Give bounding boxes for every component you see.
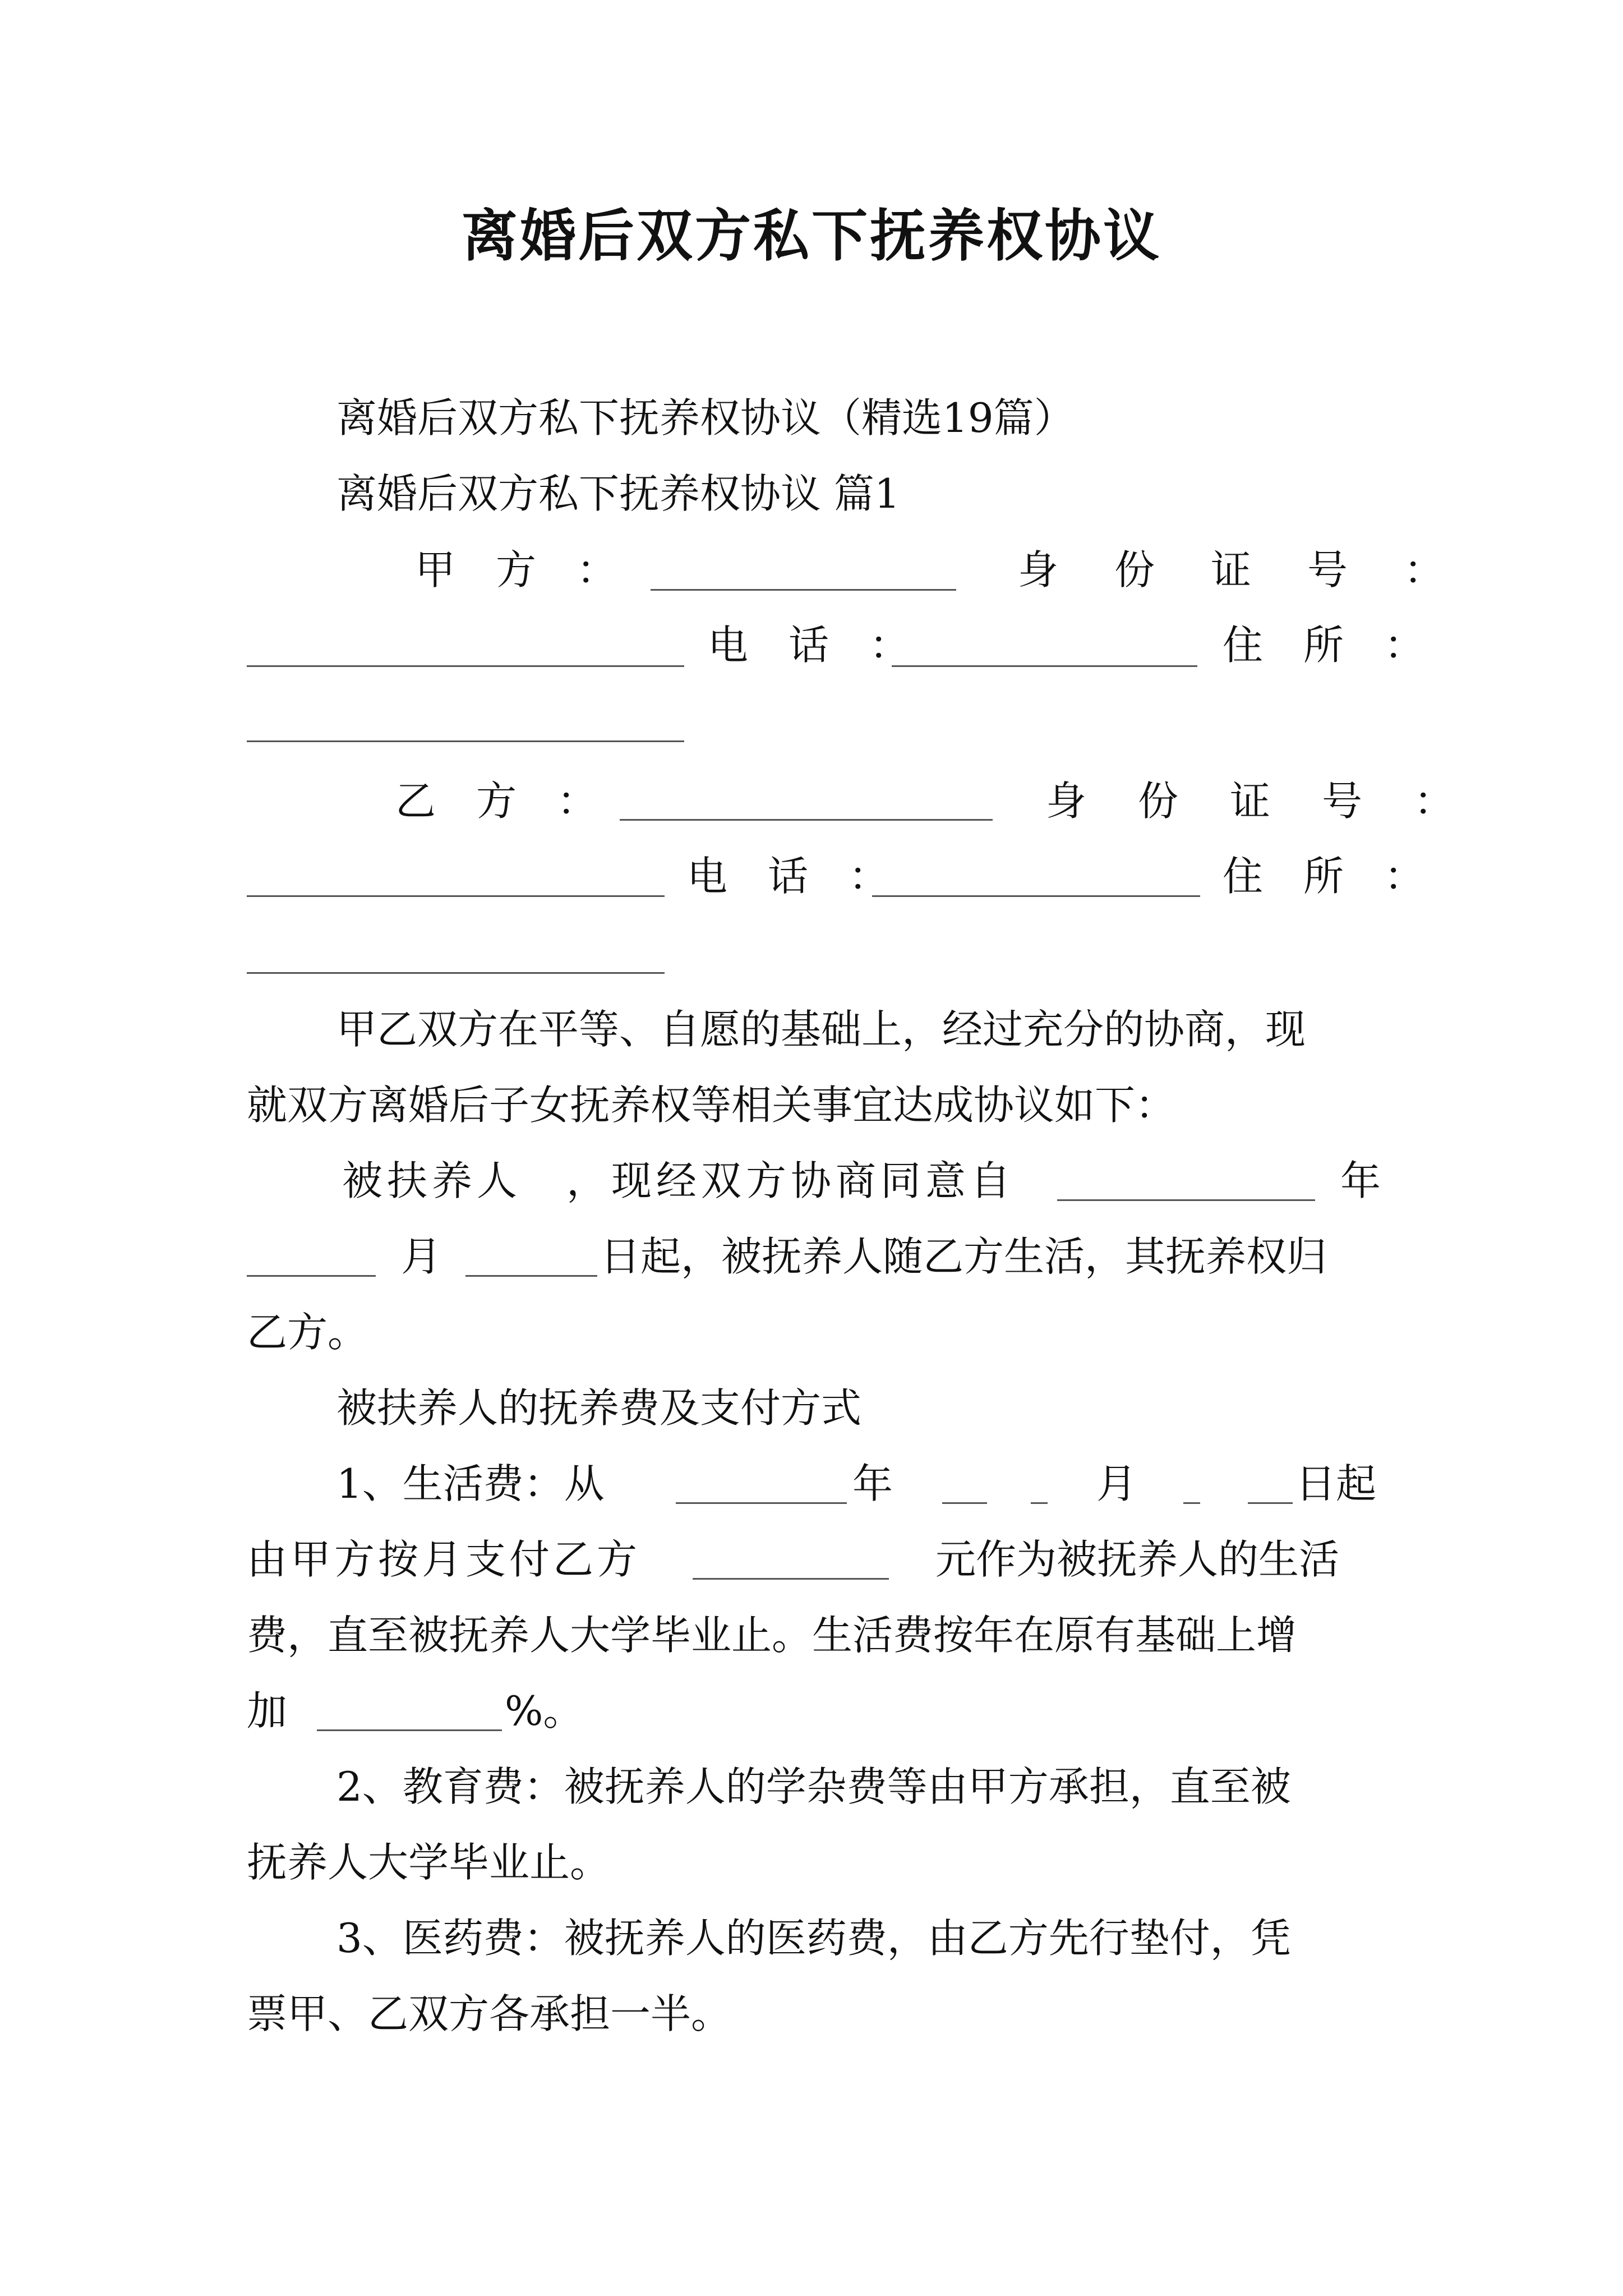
intro-line-2: 就双方离婚后子女抚养权等相关事宜达成协议如下： bbox=[247, 1082, 1176, 1129]
education-line-1: 2、教育费：被抚养人的学杂费等由甲方承担，直至被 bbox=[336, 1763, 1291, 1810]
party-b-label: 乙 方 ： bbox=[395, 777, 598, 825]
living-month-label: 月 bbox=[1096, 1460, 1137, 1507]
document-subtitle: 离婚后双方私下抚养权协议（精选19篇） bbox=[336, 394, 1075, 441]
custody-text-3: 乙方。 bbox=[247, 1309, 368, 1356]
party-b-name-blank bbox=[620, 819, 993, 821]
party-a-phone-label: 电 话 ： bbox=[708, 622, 910, 669]
medical-line-2: 票甲、乙双方各承担一半。 bbox=[247, 1990, 732, 2037]
party-b-id-blank bbox=[247, 895, 665, 897]
medical-line-1: 3、医药费：被抚养人的医药费，由乙方先行垫付，凭 bbox=[336, 1915, 1291, 1962]
custody-year-label: 年 bbox=[1340, 1157, 1381, 1204]
party-a-label: 甲 方 ： bbox=[415, 546, 617, 593]
party-b-phone-blank bbox=[872, 895, 1200, 897]
party-b-id-label: 身 份 证 号 ： bbox=[1046, 777, 1460, 825]
living-day-blank-1 bbox=[1183, 1502, 1200, 1504]
support-heading: 被扶养人的抚养费及支付方式 bbox=[336, 1384, 862, 1432]
section-heading: 离婚后双方私下抚养权协议 篇1 bbox=[336, 470, 900, 517]
living-line-3: 费，直至被抚养人大学毕业止。生活费按年在原有基础上增 bbox=[247, 1612, 1297, 1659]
custody-month-label: 月 bbox=[401, 1233, 442, 1280]
party-a-name-blank bbox=[651, 589, 956, 591]
custody-text-2: 日起，被抚养人随乙方生活，其抚养权归 bbox=[600, 1233, 1327, 1280]
living-line-4b: %。 bbox=[505, 1687, 584, 1734]
living-day-blank-2 bbox=[1248, 1502, 1293, 1504]
party-a-address-label: 住 所 ： bbox=[1223, 622, 1425, 669]
party-b-address-label: 住 所 ： bbox=[1223, 853, 1425, 900]
living-day-label: 日起 bbox=[1295, 1460, 1377, 1507]
party-a-id-blank bbox=[247, 665, 684, 667]
custody-text-1: 被扶养人 ，现经双方协商同意自 bbox=[342, 1157, 1016, 1204]
intro-line-1: 甲乙双方在平等、自愿的基础上，经过充分的协商，现 bbox=[336, 1006, 1306, 1053]
party-b-address-blank bbox=[247, 972, 665, 974]
living-line-2a: 由甲方按月支付乙方 bbox=[247, 1536, 641, 1583]
living-increase-blank bbox=[317, 1729, 502, 1731]
living-line-4a: 加 bbox=[247, 1687, 288, 1734]
custody-year-blank bbox=[1057, 1199, 1315, 1201]
party-a-phone-blank bbox=[892, 665, 1197, 667]
party-b-phone-label: 电 话 ： bbox=[687, 853, 889, 900]
living-month-blank-1 bbox=[942, 1502, 987, 1504]
living-expense-prefix: 1、生活费：从 bbox=[336, 1460, 605, 1507]
living-line-2b: 元作为被抚养人的生活 bbox=[935, 1536, 1340, 1583]
custody-day-blank bbox=[465, 1275, 597, 1277]
living-year-label: 年 bbox=[852, 1460, 893, 1507]
living-month-blank-2 bbox=[1031, 1502, 1048, 1504]
education-line-2: 抚养人大学毕业止。 bbox=[247, 1839, 611, 1886]
party-a-id-label: 身 份 证 号 ： bbox=[1018, 546, 1453, 593]
custody-month-blank bbox=[247, 1275, 376, 1277]
party-a-address-blank bbox=[247, 740, 684, 742]
living-year-blank bbox=[676, 1502, 847, 1504]
living-amount-blank bbox=[693, 1578, 889, 1580]
document-title: 离婚后双方私下抚养权协议 bbox=[462, 203, 1161, 269]
